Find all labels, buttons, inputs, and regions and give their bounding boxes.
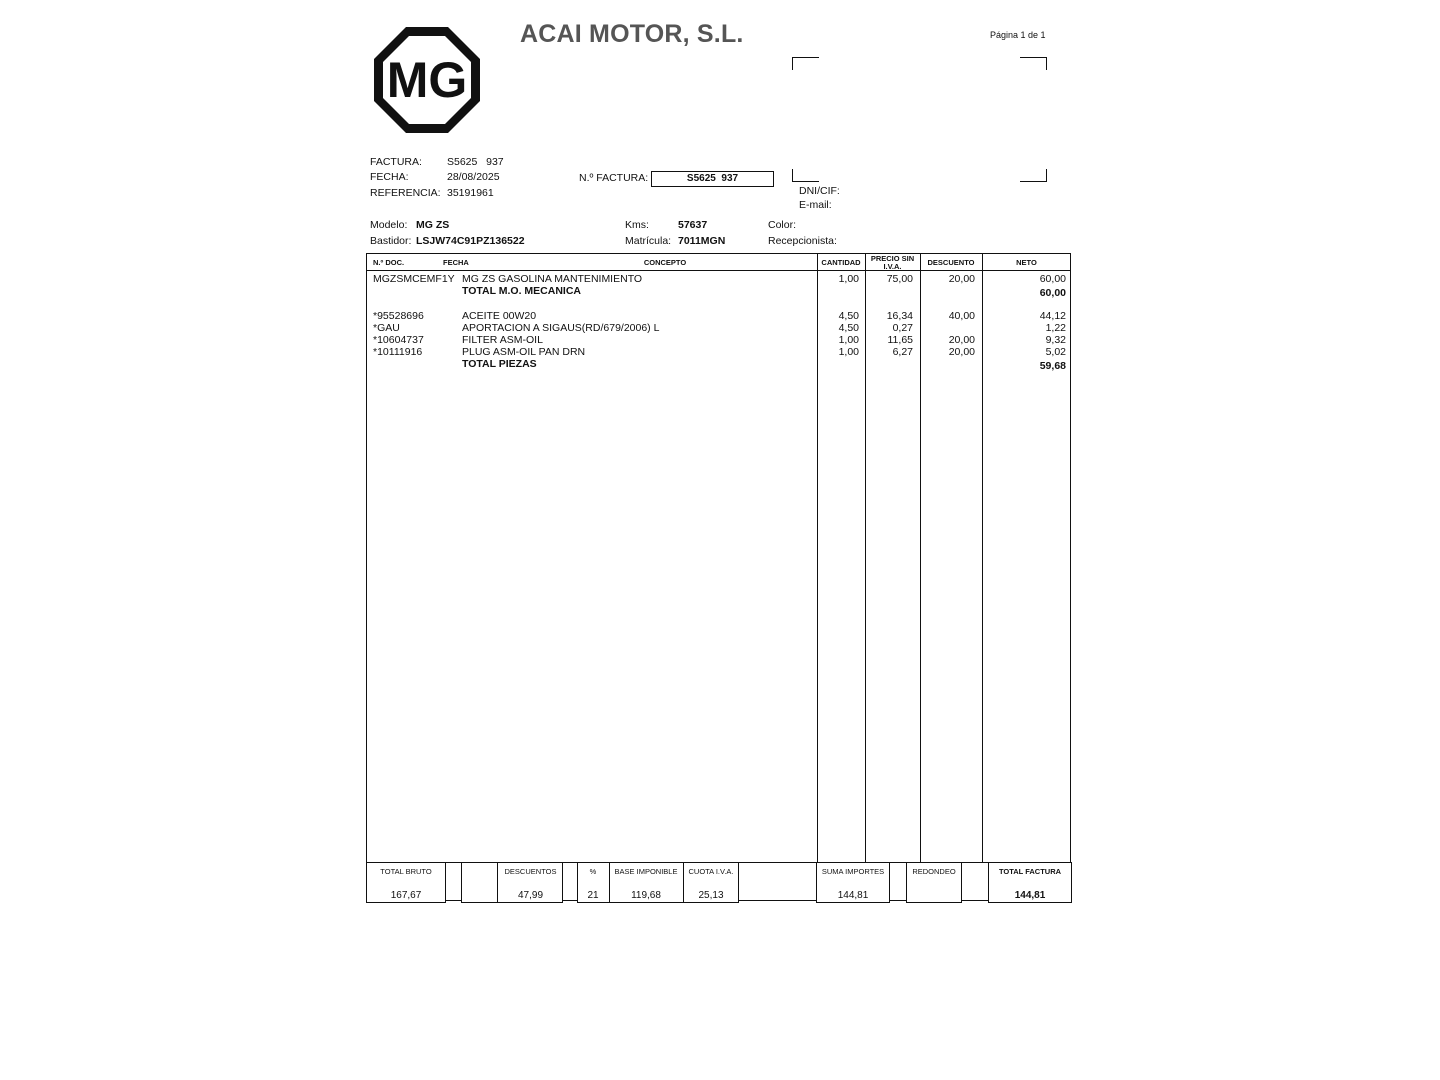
suma-importes-label: SUMA IMPORTES — [821, 867, 885, 876]
referencia-label: REFERENCIA: — [370, 187, 441, 199]
row-descuento: 20,00 — [948, 334, 975, 346]
subtotal-label: TOTAL M.O. MECANICA — [462, 285, 581, 297]
referencia-value: 35191961 — [447, 187, 494, 199]
kms-label: Kms: — [625, 219, 649, 231]
row-neto: 1,22 — [1045, 322, 1066, 334]
row-precio: 6,27 — [892, 346, 913, 358]
header-descuento: DESCUENTO — [927, 258, 975, 267]
subtotal-value: 60,00 — [1039, 287, 1066, 299]
total-bruto-value: 167,67 — [390, 890, 422, 901]
row-neto: 5,02 — [1045, 346, 1066, 358]
row-neto: 9,32 — [1045, 334, 1066, 346]
row-concepto: ACEITE 00W20 — [462, 310, 537, 322]
address-corner-br — [1020, 169, 1047, 182]
company-name: ACAI MOTOR, S.L. — [520, 20, 744, 48]
row-precio: 75,00 — [886, 273, 913, 285]
total-bruto-label: TOTAL BRUTO — [380, 867, 432, 876]
row-doc: *GAU — [373, 322, 400, 334]
base-imponible-label: BASE IMPONIBLE — [614, 867, 678, 876]
row-descuento: 20,00 — [948, 273, 975, 285]
email-label: E-mail: — [799, 199, 832, 211]
table-header-divider — [366, 270, 1071, 271]
row-concepto: APORTACION A SIGAUS(RD/679/2006) L — [462, 322, 660, 334]
factura-value: S5625 937 — [447, 156, 504, 168]
pct-value: 21 — [587, 890, 599, 901]
subtotal-value: 59,68 — [1039, 360, 1066, 372]
descuentos-label: DESCUENTOS — [504, 867, 557, 876]
bastidor-label: Bastidor: — [370, 235, 412, 247]
mg-logo — [372, 25, 482, 135]
row-cantidad: 1,00 — [838, 346, 859, 358]
page-number: Página 1 de 1 — [990, 30, 1046, 40]
nfactura-label: N.º FACTURA: — [579, 172, 649, 184]
row-cantidad: 1,00 — [838, 334, 859, 346]
row-doc: *95528696 — [373, 310, 424, 322]
address-corner-tr — [1020, 57, 1047, 70]
matricula-label: Matrícula: — [625, 235, 672, 247]
row-precio: 11,65 — [887, 334, 913, 346]
row-doc: *10111916 — [373, 346, 423, 358]
cuota-iva-value: 25,13 — [698, 890, 724, 901]
row-neto: 60,00 — [1039, 273, 1066, 285]
modelo-value: MG ZS — [416, 219, 450, 231]
header-precio-1: PRECIO SIN — [870, 254, 915, 263]
row-concepto: PLUG ASM-OIL PAN DRN — [462, 346, 586, 358]
subtotal-label: TOTAL PIEZAS — [462, 358, 537, 370]
row-doc: MGZSMCEMF1Y — [373, 273, 455, 285]
row-concepto: FILTER ASM-OIL — [462, 334, 543, 346]
cuota-iva-label: CUOTA I.V.A. — [688, 867, 734, 876]
suma-importes-value: 144,81 — [837, 890, 869, 901]
color-label: Color: — [768, 219, 797, 231]
header-neto: NETO — [1016, 258, 1037, 267]
mg-octagon-icon — [372, 25, 482, 135]
row-cantidad: 1,00 — [838, 273, 859, 285]
row-descuento: 40,00 — [948, 310, 975, 322]
bastidor-value: LSJW74C91PZ136522 — [416, 235, 525, 247]
header-ndoc: N.º DOC. — [373, 258, 405, 267]
total-factura-value: 144,81 — [1014, 890, 1046, 901]
total-factura-label: TOTAL FACTURA — [998, 867, 1062, 876]
header-cantidad: CANTIDAD — [821, 258, 861, 267]
row-precio: 0,27 — [892, 322, 913, 334]
row-precio: 16,34 — [886, 310, 913, 322]
recepcionista-label: Recepcionista: — [768, 235, 837, 247]
row-cantidad: 4,50 — [838, 310, 859, 322]
descuentos-value: 47,99 — [517, 890, 544, 901]
row-cantidad: 4,50 — [838, 322, 859, 334]
redondeo-label: REDONDEO — [912, 867, 956, 876]
row-neto: 44,12 — [1039, 310, 1066, 322]
logo-text: MG — [386, 52, 468, 108]
nfactura-box: S5625 937 — [651, 171, 774, 187]
header-concepto: CONCEPTO — [643, 258, 687, 267]
fecha-label: FECHA: — [370, 171, 409, 183]
header-precio-2: I.V.A. — [883, 262, 902, 271]
kms-value: 57637 — [678, 219, 708, 231]
dni-label: DNI/CIF: — [799, 185, 840, 197]
factura-label: FACTURA: — [370, 156, 422, 168]
address-corner-bl — [792, 169, 819, 182]
fecha-value: 28/08/2025 — [447, 171, 500, 183]
modelo-label: Modelo: — [370, 219, 408, 231]
row-doc: *10604737 — [373, 334, 424, 346]
header-fecha: FECHA — [443, 258, 469, 267]
row-concepto: MG ZS GASOLINA MANTENIMIENTO — [462, 273, 643, 285]
row-descuento: 20,00 — [948, 346, 975, 358]
matricula-value: 7011MGN — [678, 235, 726, 247]
pct-label: % — [589, 867, 597, 876]
address-corner-tl — [792, 57, 819, 70]
base-imponible-value: 119,68 — [631, 890, 661, 901]
